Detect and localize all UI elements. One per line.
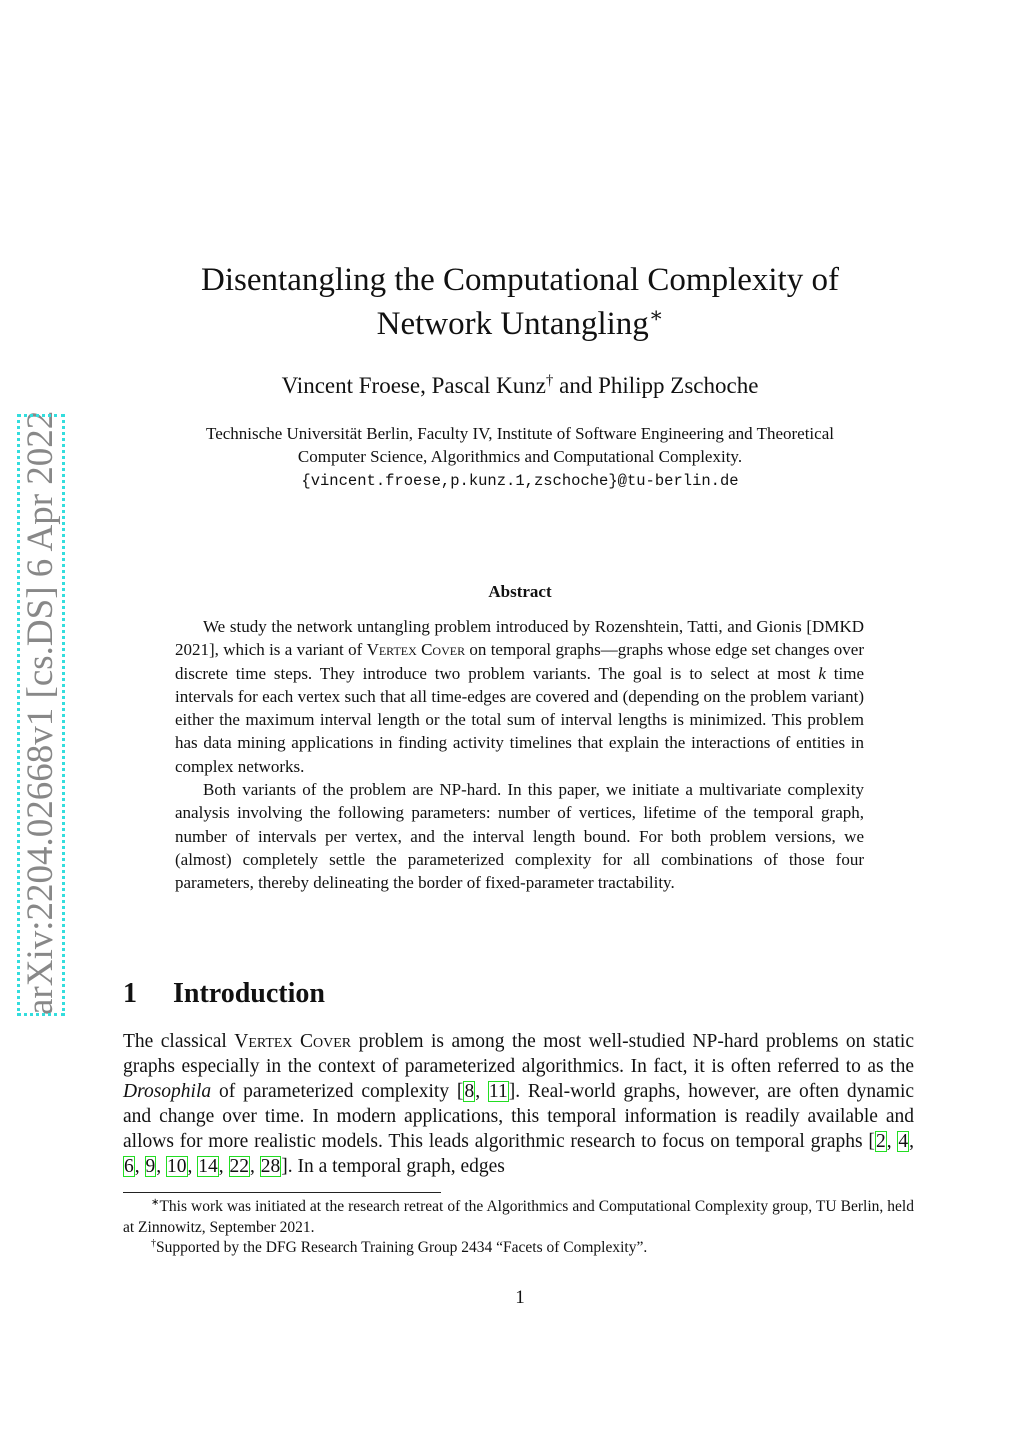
- footnote-1-text: This work was initiated at the research retreat of the Algorithmics and Computational Complexity group, TU Berlin, held at Zinnowitz, September 2021.: [123, 1198, 914, 1236]
- citation-link[interactable]: 22: [229, 1156, 249, 1177]
- abstract-paragraph-1: [175, 615, 864, 778]
- body-text: problem is among the most well-studied NP-hard problems on static graphs especially in the context of parameterized algorithmics. In fact, it is often referred to as the: [123, 1031, 915, 1077]
- variable-k: k: [818, 663, 826, 683]
- citation-link[interactable]: 4: [898, 1131, 909, 1152]
- body-text: The classical: [123, 1031, 235, 1052]
- abstract-text: time intervals for each vertex such that all time-edges are covered and (depending on the problem variant) either the maximum interval length or the total sum of interval lengths is minimized. This problem has data mining applications in finding activity timelines that explain the interactions of entities in complex networks.: [175, 663, 865, 776]
- citation-link[interactable]: 6: [124, 1156, 134, 1177]
- authors-part-a: Vincent Froese, Pascal Kunz: [281, 373, 546, 398]
- body-text: of parameterized complexity [: [211, 1081, 464, 1102]
- footnote-2-text: Supported by the DFG Research Training Group 2434 “Facets of Complexity”.: [156, 1239, 648, 1256]
- section-number: 1: [123, 978, 137, 1009]
- section-title: Introduction: [173, 978, 325, 1009]
- citation-link[interactable]: 11: [488, 1081, 508, 1102]
- citation-link[interactable]: 2: [875, 1131, 886, 1152]
- author-footnote-mark: †: [545, 372, 554, 389]
- abstract-body: [175, 615, 864, 895]
- vertex-cover-term: Vertex Cover: [366, 640, 466, 660]
- drosophila-term: Drosophila: [123, 1081, 212, 1102]
- citation-link[interactable]: 28: [260, 1156, 281, 1177]
- vertex-cover-term: Vertex Cover: [234, 1031, 352, 1052]
- affiliation-line-2: Computer Science, Algorithmics and Computational Complexity.: [297, 447, 743, 466]
- footnote-2: [123, 1238, 914, 1259]
- page-number: 1: [515, 1287, 525, 1308]
- abstract-text: We study the network untangling problem introduced by Rozenshtein, Tatti, and Gionis [DMKD 2021], which is a variant of: [175, 617, 864, 660]
- author-emails: {vincent.froese,p.kunz.1,zschoche}@tu-berlin.de: [301, 472, 739, 490]
- abstract-text: on temporal graphs—graphs whose edge set changes over discrete time steps. They introduce two problem variants. The goal is to select at most: [175, 640, 864, 683]
- citation-link[interactable]: 14: [198, 1156, 218, 1177]
- citation-link[interactable]: 9: [145, 1156, 156, 1177]
- footnote-rule: [123, 1192, 441, 1193]
- introduction-body: [123, 1029, 914, 1179]
- abstract-paragraph-2: Both variants of the problem are NP-hard. In this paper, we initiate a multivariate complexity analysis involving the following parameters: number of vertices, lifetime of the temporal graph, number of intervals per vertex, and the interval length bound. For both problem versions, we (almost) completely settle the parameterized complexity for all combinations of those four parameters, thereby delineating the border of fixed-parameter tractability.: [175, 780, 864, 893]
- title-footnote-mark: ∗: [648, 303, 664, 327]
- title-line-2: Network Untangling: [376, 306, 649, 342]
- author-list: [100, 371, 940, 401]
- abstract-heading: Abstract: [488, 582, 552, 601]
- authors-part-b: and Philipp Zschoche: [553, 373, 759, 398]
- footnote-1-mark: ∗: [151, 1196, 160, 1208]
- paper-title: [100, 258, 940, 346]
- footnote-1: [123, 1197, 914, 1238]
- citation-link[interactable]: 10: [167, 1156, 187, 1177]
- introduction-paragraph: The classical Vertex Cover problem is among the most well-studied NP-hard problems on static graphs especially in the context of parameterized algorithmics. In fact, it is often referred to as the Drosophila of parameterized complexity [8, 11]. Real-world graphs, however, are often dynamic and change over time. In modern applications, this temporal information is readily available and allows for more realistic models. This leads algorithmic research to focus on temporal graphs [2, 4, 6, 9, 10, 14, 22, 28]. In a temporal graph, edges: [123, 1031, 915, 1177]
- body-text: ]. Real-world graphs, however, are often dynamic and change over time. In modern applications, this temporal information is readily available and allows for more realistic models. This leads algorithmic research to focus on temporal graphs [: [123, 1081, 915, 1152]
- affiliation-line-1: Technische Universität Berlin, Faculty IV, Institute of Software Engineering and Theoretical: [206, 424, 834, 443]
- section-heading: [123, 976, 325, 1012]
- footnotes: [123, 1197, 914, 1259]
- citation-link[interactable]: 8: [464, 1081, 475, 1102]
- title-line-1: Disentangling the Computational Complexity of: [201, 262, 839, 298]
- affiliation: [110, 422, 930, 493]
- arxiv-identifier: arXiv:2204.02668v1 [cs.DS] 6 Apr 2022: [18, 415, 64, 1015]
- footnote-2-mark: †: [151, 1237, 157, 1249]
- body-text: ]. In a temporal graph, edges: [281, 1156, 505, 1177]
